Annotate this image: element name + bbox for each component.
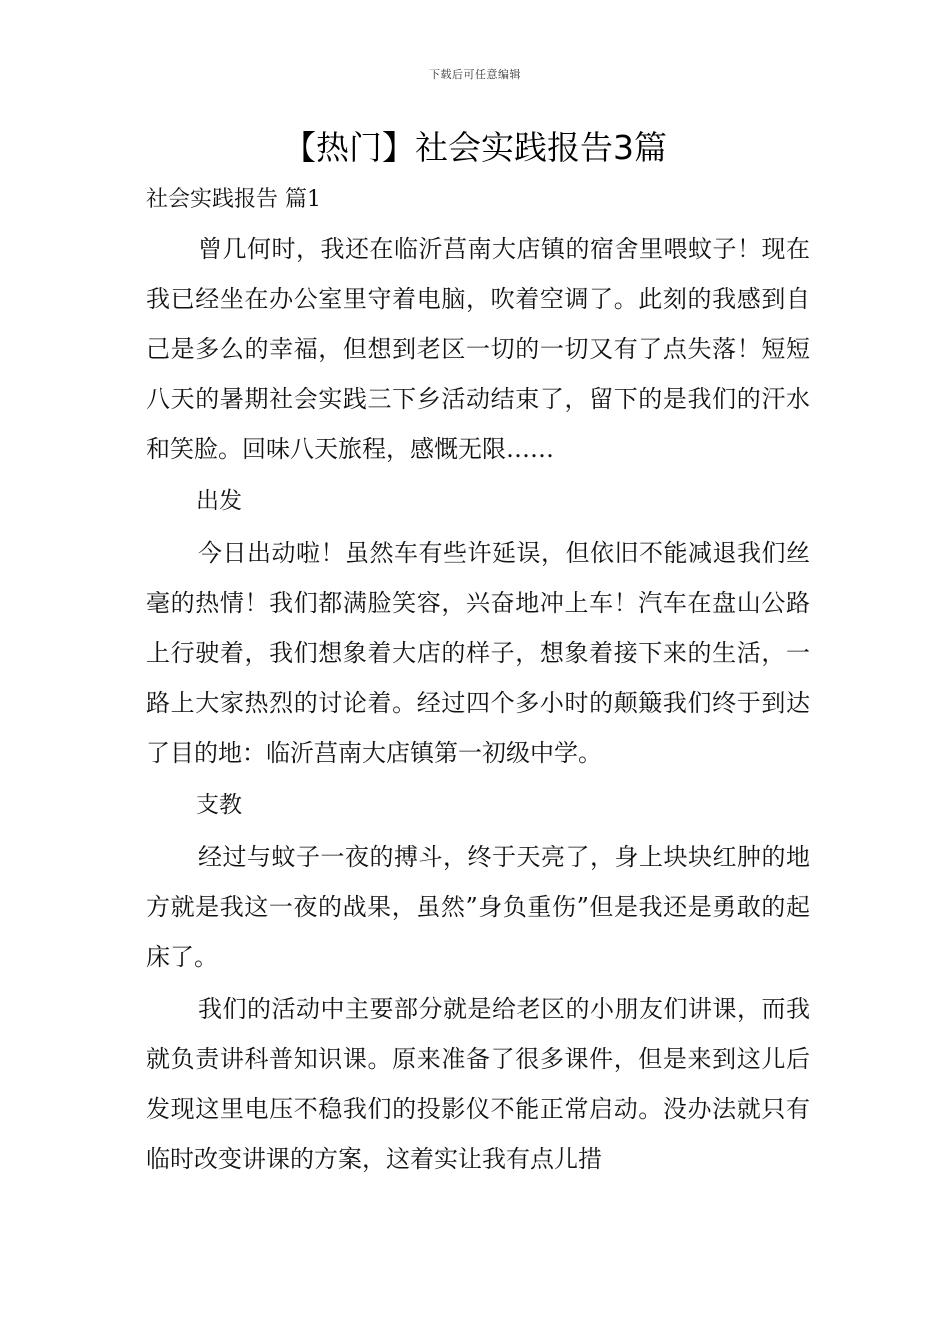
paragraph-intro: 曾几何时，我还在临沂莒南大店镇的宿舍里喂蚊子！现在我已经坐在办公室里守着电脑，吹着空调了。此刻的我感到自己是多么的幸福，但想到老区一切的一切又有了点失落！短短八天的暑期社会实践三下乡活动结束了，留下的是我们的汗水和笑脸。回味八天旅程，感慨无限…… (146, 235, 810, 463)
paragraph-teaching-1: 经过与蚊子一夜的搏斗，终于天亮了，身上块块红肿的地方就是我这一夜的战果，虽然”身负重伤”但是我还是勇敢的起床了。 (146, 843, 810, 971)
report-subtitle: 社会实践报告 篇1 (146, 187, 321, 212)
document-body (146, 180, 810, 1184)
header-note: 下载后可任意编辑 (429, 68, 521, 81)
document-title: 【热门】社会实践报告3篇 (283, 128, 667, 167)
section-heading-teaching: 支教 (196, 792, 242, 818)
section-heading-departure: 出发 (196, 488, 242, 514)
paragraph-teaching-2: 我们的活动中主要部分就是给老区的小朋友们讲课，而我就负责讲科普知识课。原来准备了很多课件，但是来到这儿后发现这里电压不稳我们的投影仪不能正常启动。没办法就只有临时改变讲课的方案，这着实让我有点儿措 (146, 995, 810, 1173)
paragraph-departure: 今日出动啦！虽然车有些许延误，但依旧不能减退我们丝毫的热情！我们都满脸笑容，兴奋地冲上车！汽车在盘山公路上行驶着，我们想象着大店的样子，想象着接下来的生活，一路上大家热烈的讨论着。经过四个多小时的颠簸我们终于到达了目的地：临沂莒南大店镇第一初级中学。 (146, 539, 810, 767)
